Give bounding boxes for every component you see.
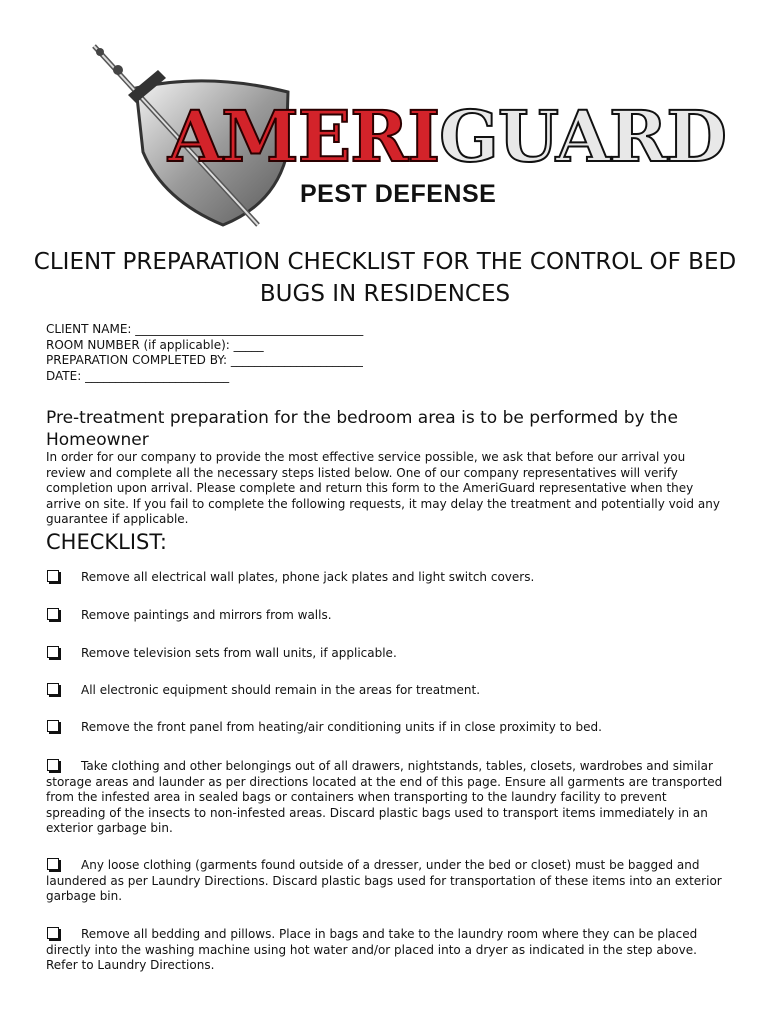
checklist-item-text: Remove television sets from wall units, if applicable.	[81, 646, 397, 660]
checklist-item	[46, 759, 726, 837]
checklist-item-text: Remove the front panel from heating/air conditioning units if in close proximity to bed.	[81, 720, 602, 734]
checklist-item-text: Any loose clothing (garments found outside of a dresser, under the bed or closet) must be bagged and laundered as per Laundry Directions. Discard plastic bags used for transportation of these items into an exterior garbage bin.	[46, 858, 722, 903]
date-field[interactable]: DATE: ________________________	[46, 368, 230, 383]
checkbox-icon[interactable]	[47, 858, 59, 870]
checklist-item	[46, 570, 726, 586]
checklist-item	[46, 927, 726, 974]
checklist-item	[46, 646, 726, 662]
checkbox-icon[interactable]	[47, 683, 59, 695]
page-title: CLIENT PREPARATION CHECKLIST FOR THE CONTROL OF BED BUGS IN RESIDENCES	[33, 249, 737, 307]
checklist-heading: CHECKLIST:	[46, 530, 167, 554]
form-fields	[46, 322, 363, 384]
checkbox-icon[interactable]	[47, 720, 59, 732]
checkbox-icon[interactable]	[47, 759, 59, 771]
client-name-field[interactable]: CLIENT NAME: ______________________________________	[46, 322, 364, 336]
checklist-item	[46, 720, 726, 736]
checklist-item	[46, 683, 726, 699]
intro-paragraph: In order for our company to provide the most effective service possible, we ask that before our arrival you review and complete all the necessary steps listed below. One of our company representatives will verify completion upon arrival. Please complete and return this form to the AmeriGuard representative when they arrive on site. If you fail to complete the following requests, it may delay the treatment and potentially void any guarantee if applicable.	[46, 450, 720, 526]
checklist-item-text: All electronic equipment should remain in the areas for treatment.	[81, 683, 481, 697]
checklist-item	[46, 608, 726, 624]
checkbox-icon[interactable]	[47, 608, 59, 620]
room-number-field[interactable]: ROOM NUMBER (if applicable): _____	[46, 337, 264, 352]
checkbox-icon[interactable]	[47, 646, 59, 658]
brand-tagline: PEST DEFENSE	[300, 180, 497, 208]
brand-part1: AMERI	[168, 95, 440, 178]
checklist-item-text: Remove all electrical wall plates, phone jack plates and light switch covers.	[81, 570, 535, 584]
checklist-item-text: Remove paintings and mirrors from walls.	[81, 608, 332, 622]
checklist-item-text: Take clothing and other belongings out of all drawers, nightstands, tables, closets, wardrobes and similar storage areas and launder as per directions located at the end of this page. Ensure all garments are transported from the infested area in sealed bags or containers when transporting to the laundry facility to prevent spreading of the insects to non-infested areas. Discard plastic bags used to transport items immediately in an exterior garbage bin.	[46, 759, 723, 835]
ameriguard-logo	[88, 40, 726, 235]
checklist-item	[46, 858, 726, 905]
prepared-by-field[interactable]: PREPARATION COMPLETED BY: ______________________	[46, 353, 363, 367]
brand-part2: GUARD	[439, 95, 726, 178]
checklist-item-text: Remove all bedding and pillows. Place in bags and take to the laundry room where they can be placed directly into the washing machine using hot water and/or placed into a dryer as indicated in the step above. Refer to Laundry Directions.	[46, 927, 698, 972]
section-heading: Pre-treatment preparation for the bedroom area is to be performed by the Homeowner	[46, 408, 678, 450]
brand-wordmark	[168, 95, 726, 178]
checkbox-icon[interactable]	[47, 927, 59, 939]
checkbox-icon[interactable]	[47, 570, 59, 582]
